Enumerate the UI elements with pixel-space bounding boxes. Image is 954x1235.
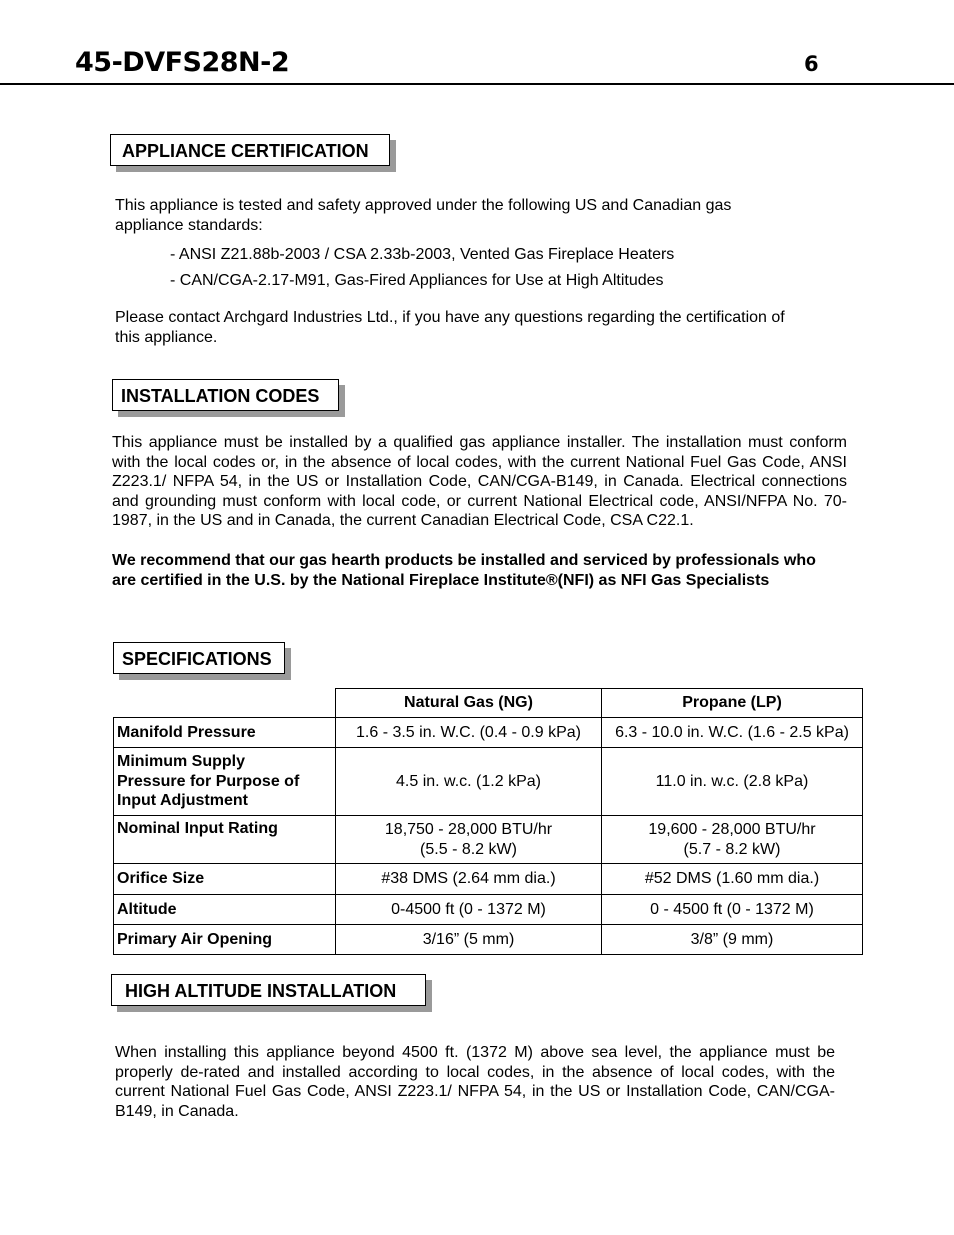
row-label-line: Minimum Supply — [117, 753, 245, 771]
cell-lp: 0 - 4500 ft (0 - 1372 M) — [602, 895, 863, 925]
table-row — [114, 816, 863, 864]
row-label-altitude: Altitude — [114, 895, 336, 925]
table-row — [114, 864, 863, 895]
specifications-table — [113, 688, 863, 955]
row-label-orifice-size: Orifice Size — [114, 864, 336, 895]
cell-lp — [602, 816, 863, 864]
cell-lp: 11.0 in. w.c. (2.8 kPa) — [602, 748, 863, 816]
standard-item: - ANSI Z21.88b-2003 / CSA 2.33b-2003, Vented Gas Fireplace Heaters — [170, 246, 675, 263]
header-divider — [0, 83, 954, 85]
row-label-primary-air-opening: Primary Air Opening — [114, 925, 336, 955]
certification-intro-line-2: appliance standards: — [115, 216, 263, 234]
cell-lp: 6.3 - 10.0 in. W.C. (1.6 - 2.5 kPa) — [602, 718, 863, 748]
cell-ng: 4.5 in. w.c. (1.2 kPa) — [336, 748, 602, 816]
table-row — [114, 748, 863, 816]
table-row — [114, 925, 863, 955]
column-header-natural-gas: Natural Gas (NG) — [336, 689, 602, 718]
installation-recommendation: We recommend that our gas hearth products be installed and serviced by professionals who are certified in the U.S. by the National Fireplace Institute®(NFI) as NFI Gas Specialists — [112, 552, 816, 589]
cell-ng — [336, 816, 602, 864]
row-label-line: Pressure for Purpose of — [117, 772, 300, 790]
high-altitude-body: When installing this appliance beyond 4500 ft. (1372 M) above sea level, the appliance must be properly de-rated and installed according to local codes, in the absence of local codes, with the current National Fuel Gas Code, ANSI Z223.1/ NFPA 54, in the US or Installation Code, CAN/CGA-B149, in Canada. — [115, 1044, 835, 1120]
certification-contact — [115, 308, 785, 347]
row-label-minimum-supply-pressure — [114, 748, 336, 816]
row-label-line: Input Adjustment — [117, 792, 248, 810]
table-row — [114, 895, 863, 925]
page-number: 6 — [804, 52, 819, 76]
cell-ng: 0-4500 ft (0 - 1372 M) — [336, 895, 602, 925]
installation-codes-body: This appliance must be installed by a qualified gas appliance installer. The installation must conform with the local codes or, in the absence of local codes, with the current National Fuel Gas Code, ANSI Z223.1/ NFPA 54, in the US or Installation Code, CAN/CGA-B149, in Canada. Electrical connections and grounding must conform with local code, or current National Electrical code, ANSI/NFPA No. 70-1987, in the US and in Canada, the current Canadian Electrical Code, CSA C22.1. — [112, 434, 847, 530]
certification-contact-line-1: Please contact Archgard Industries Ltd., if you have any questions regarding the certification of — [115, 309, 785, 326]
cell-line: 19,600 - 28,000 BTU/hr — [648, 820, 816, 838]
column-header-propane: Propane (LP) — [602, 689, 863, 718]
certification-intro — [115, 196, 731, 235]
table-header-row — [114, 689, 863, 718]
section-heading-appliance-certification: APPLIANCE CERTIFICATION — [110, 134, 390, 166]
cell-line: 18,750 - 28,000 BTU/hr — [384, 820, 553, 838]
row-label-manifold-pressure: Manifold Pressure — [114, 718, 336, 748]
certification-intro-line-1: This appliance is tested and safety approved under the following US and Canadian gas — [115, 197, 732, 214]
cell-line: (5.5 - 8.2 kW) — [420, 840, 517, 858]
document-title: 45-DVFS28N-2 — [75, 47, 290, 78]
section-heading-high-altitude-installation: HIGH ALTITUDE INSTALLATION — [111, 974, 426, 1006]
certification-contact-line-2: this appliance. — [115, 328, 218, 346]
table-row — [114, 718, 863, 748]
cell-lp: 3/8” (9 mm) — [602, 925, 863, 955]
table-corner — [114, 689, 336, 718]
cell-ng: 3/16” (5 mm) — [336, 925, 602, 955]
standard-item: - CAN/CGA-2.17-M91, Gas-Fired Appliances for Use at High Altitudes — [170, 272, 664, 289]
section-heading-installation-codes: INSTALLATION CODES — [112, 379, 339, 411]
row-label-nominal-input-rating: Nominal Input Rating — [114, 816, 336, 864]
cell-ng: 1.6 - 3.5 in. W.C. (0.4 - 0.9 kPa) — [336, 718, 602, 748]
cell-line: (5.7 - 8.2 kW) — [683, 840, 781, 858]
cell-ng: #38 DMS (2.64 mm dia.) — [336, 864, 602, 895]
cell-lp: #52 DMS (1.60 mm dia.) — [602, 864, 863, 895]
section-heading-specifications: SPECIFICATIONS — [113, 642, 285, 674]
